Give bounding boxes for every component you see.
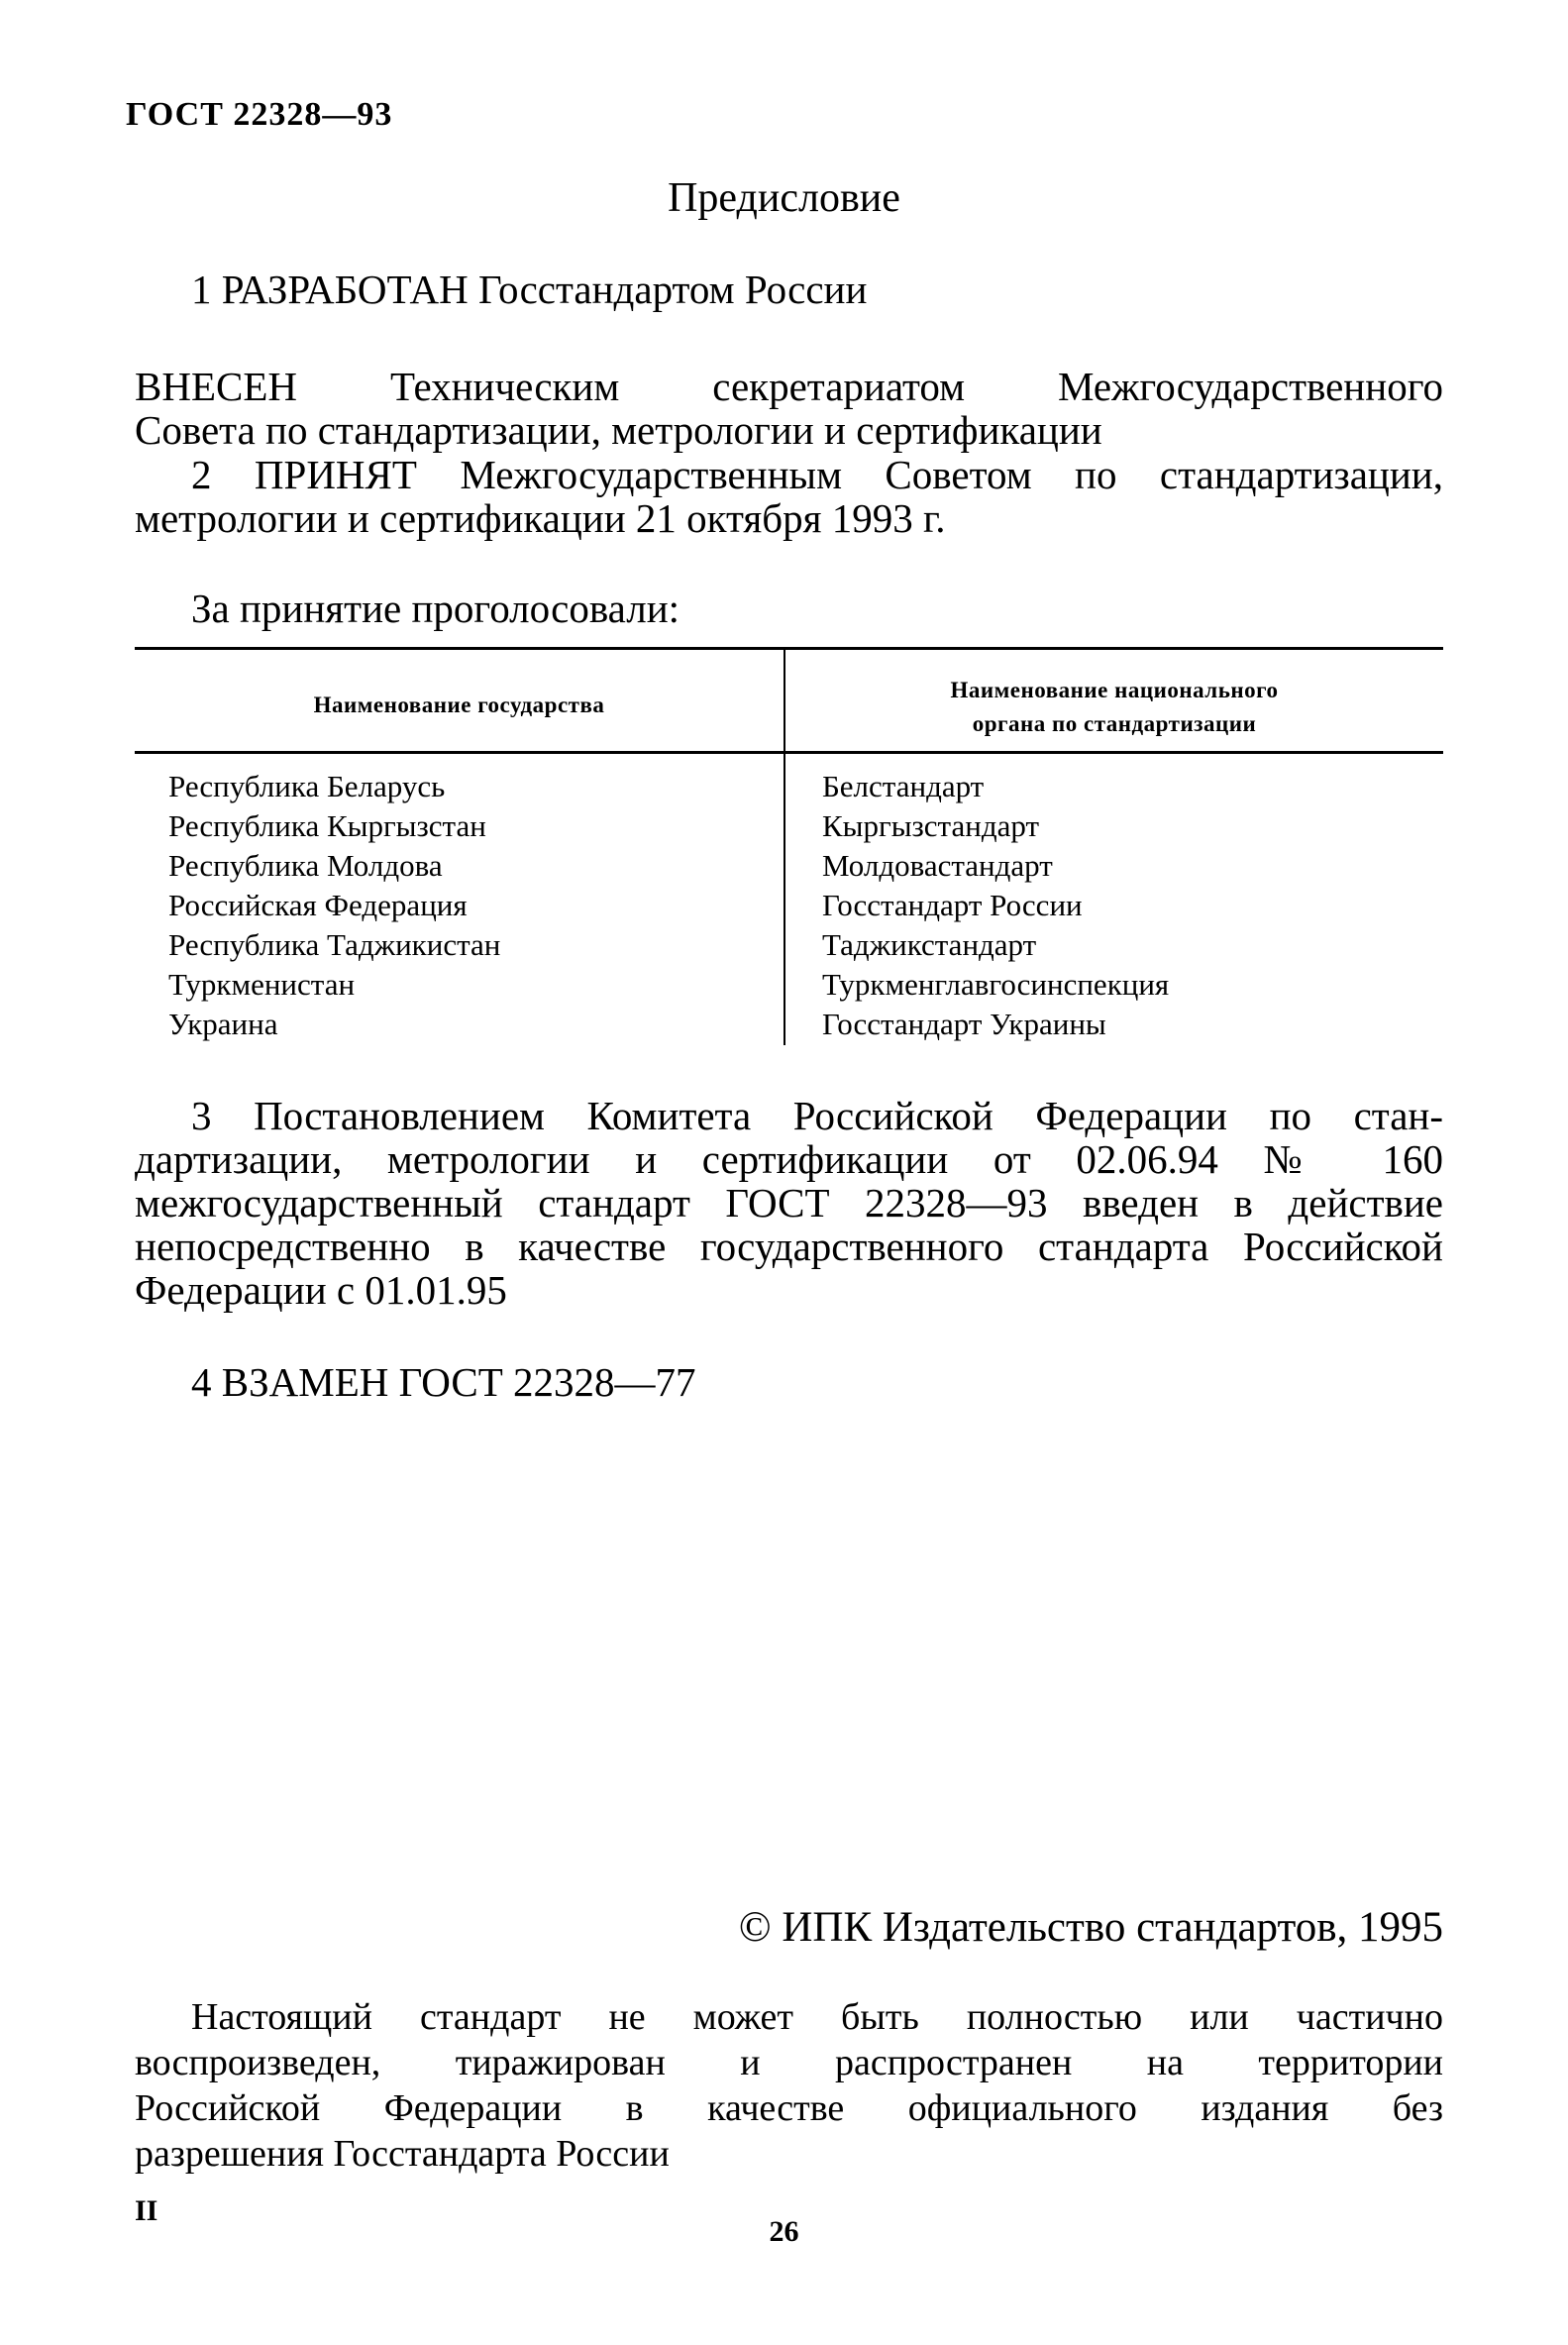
notice-line-4: разрешения Госстандарта России [135,2133,670,2175]
table-cell-state: Российская Федерация [168,888,468,922]
copyright: © ИПК Издательство стандартов, 1995 [738,1904,1443,1951]
table-cell-body: Белстандарт [822,769,985,803]
vote-label: За принятие проголосовали: [191,586,680,631]
section-2-line-2: метрологии и сертификации 21 октября 1993 г. [135,495,946,541]
section-2-line-1: 2 ПРИНЯТ Межгосударственным Советом по стандартизации, [191,452,1443,497]
introduced-line-1: ВНЕСЕН Техническим секретариатом Межгосударственного [135,364,1443,409]
page-title: Предисловие [668,175,900,221]
notice-line-1: Настоящий стандарт не может быть полностью или частично [191,1996,1443,2038]
table-cell-body: Госстандарт Украины [822,1007,1106,1041]
section-3-line-2: дартизации, метрологии и сертификации от 02.06.94 № 160 [135,1136,1443,1182]
table-cell-body: Госстандарт России [822,888,1083,922]
table-cell-state: Республика Молдова [168,848,443,883]
table-cell-body: Таджикстандарт [822,927,1037,962]
table-body-divider [784,753,785,1045]
table-cell-state: Республика Беларусь [168,769,446,803]
table-header-rule [135,751,1443,754]
section-3-line-3: межгосударственный стандарт ГОСТ 22328—93 введен в действие [135,1180,1443,1226]
table-top-rule [135,647,1443,650]
introduced-line-2: Совета по стандартизации, метрологии и сертификации [135,407,1102,453]
table-header-body [785,674,1443,741]
table-cell-state: Украина [168,1007,278,1041]
section-1-developed: 1 РАЗРАБОТАН Госстандартом России [191,266,868,312]
section-3-line-4: непосредственно в качестве государственного стандарта Российской [135,1224,1443,1269]
table-header-body-line-1: Наименование национального [950,678,1279,702]
section-3-line-5: Федерации с 01.01.95 [135,1267,507,1313]
table-column-bodies [822,767,1169,1044]
table-header-state: Наименование государства [313,693,605,717]
section-3-body [135,1137,1443,1268]
document-code-header: ГОСТ 22328—93 [126,96,393,133]
table-cell-body: Молдовастандарт [822,848,1053,883]
page-number: 26 [769,2215,799,2248]
section-4-replaces: 4 ВЗАМЕН ГОСТ 22328—77 [191,1359,696,1405]
table-column-states [168,767,500,1044]
table-cell-body: Кыргызстандарт [822,808,1039,843]
section-3-line-1: 3 Постановлением Комитета Российской Федерации по стан- [191,1093,1443,1138]
notice-line-3: Российской Федерации в качестве официального издания без [135,2087,1443,2129]
table-cell-state: Республика Таджикистан [168,927,501,962]
table-cell-state: Туркменистан [168,967,356,1002]
footer-roman-numeral: II [135,2194,158,2227]
table-header-body-line-2: органа по стандартизации [972,711,1257,736]
table-cell-body: Туркменглавгосинспекция [822,967,1170,1002]
table-cell-state: Республика Кыргызстан [168,808,486,843]
notice-line-2: воспроизведен, тиражирован и распространен на территории [135,2042,1443,2083]
